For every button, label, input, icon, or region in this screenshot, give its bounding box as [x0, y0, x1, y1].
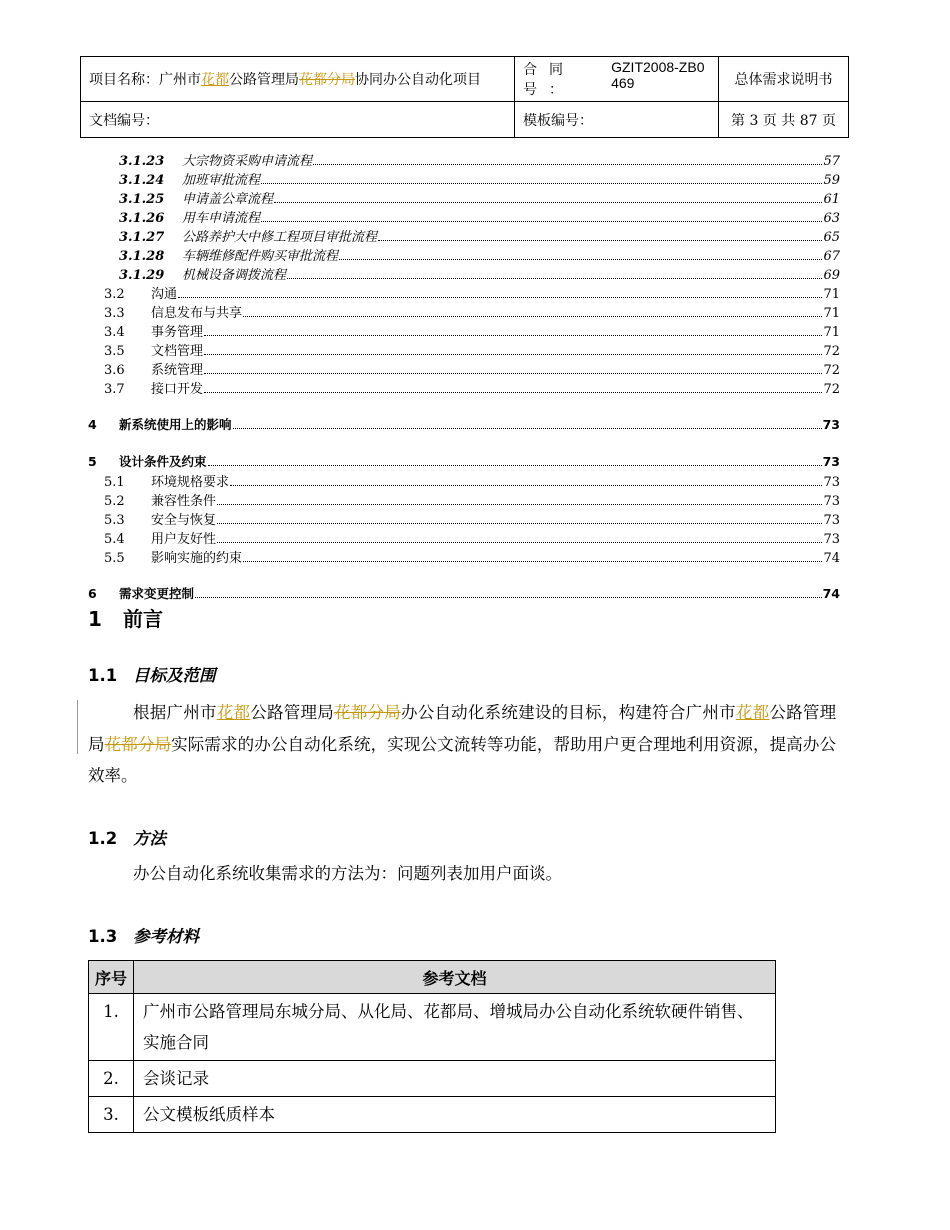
toc-entry[interactable]: [88, 264, 840, 283]
toc-entry-number: 3.1.25: [119, 192, 165, 207]
toc-spacer: [88, 434, 840, 452]
toc-entry[interactable]: [88, 378, 840, 397]
toc-entry-page: 61: [823, 192, 840, 207]
toc-entry-page: 67: [823, 249, 840, 264]
toc-entry[interactable]: [88, 188, 840, 207]
toc-entry-title: 事务管理: [151, 325, 204, 340]
toc-entry-page: 63: [823, 211, 840, 226]
toc-entry-title: 接口开发: [151, 382, 204, 397]
toc-entry-number: 3.3: [104, 306, 125, 321]
toc-entry-page: 69: [823, 268, 840, 283]
contract-number-cell: 合同号： GZIT2008-ZB0469: [515, 57, 719, 102]
toc-entry[interactable]: [88, 415, 840, 434]
table-row: [89, 1097, 776, 1133]
ref-document: 会谈记录: [134, 1061, 776, 1097]
toc-dot-leader: [204, 353, 822, 355]
page-info-cell: 第 3 页 共 87 页: [719, 102, 849, 138]
ref-document: 广州市公路管理局东城分局、从化局、花都局、增城局办公自动化系统软硬件销售、实施合同: [134, 994, 776, 1061]
revision-change-bar: [77, 700, 78, 754]
ref-index: 1.: [89, 994, 134, 1061]
toc-entry-number: 3.1.24: [119, 173, 165, 188]
toc-entry[interactable]: [88, 509, 840, 528]
toc-entry-number: 3.5: [104, 344, 125, 359]
toc-entry-number: 3.6: [104, 363, 125, 378]
toc-entry-number: 3.1.28: [119, 249, 165, 264]
toc-entry-title: 需求变更控制: [119, 586, 195, 601]
ref-header-document: 参考文档: [134, 961, 776, 994]
toc-entry-title: 大宗物资采购申请流程: [182, 154, 313, 169]
toc-entry-title: 环境规格要求: [151, 475, 230, 490]
toc-entry-title: 影响实施的约束: [151, 551, 243, 566]
toc-entry-page: 71: [823, 306, 840, 321]
toc-entry-number: 6: [88, 586, 97, 601]
toc-entry-number: 4: [88, 417, 97, 432]
table-of-contents: [88, 150, 840, 603]
toc-entry-title: 机械设备调拨流程: [182, 268, 287, 283]
toc-entry-number: 3.1.27: [119, 230, 165, 245]
toc-entry[interactable]: [88, 490, 840, 509]
document-number-cell: 文档编号：: [81, 102, 515, 138]
toc-dot-leader: [313, 163, 822, 165]
toc-entry-title: 新系统使用上的影响: [119, 417, 232, 432]
toc-entry-title: 信息发布与共享: [151, 306, 243, 321]
toc-entry-page: 57: [823, 154, 840, 169]
toc-entry-page: 71: [823, 325, 840, 340]
toc-entry-title: 沟通: [151, 287, 178, 302]
toc-entry-title: 兼容性条件: [151, 494, 217, 509]
toc-entry-number: 3.4: [104, 325, 125, 340]
section-heading-1-1: 1.1 目标及范围: [88, 666, 216, 685]
toc-entry[interactable]: [88, 245, 840, 264]
ref-index: 2.: [89, 1061, 134, 1097]
objective-paragraph: 根据广州市花都公路管理局花都分局办公自动化系统建设的目标，构建符合广州市花都公路管理局花都分局实际需求的办公自动化系统，实现公文流转等功能，帮助用户更合理地利用资源，提高办公效率。: [88, 703, 837, 785]
toc-dot-leader: [261, 182, 822, 184]
toc-entry-title: 文档管理: [151, 344, 204, 359]
toc-entry-page: 73: [823, 494, 840, 509]
toc-dot-leader: [204, 372, 822, 374]
toc-entry-page: 72: [823, 382, 840, 397]
ref-document: 公文模板纸质样本: [134, 1097, 776, 1133]
toc-dot-leader: [208, 464, 822, 466]
toc-entry-title: 公路养护大中修工程项目审批流程: [182, 230, 378, 245]
toc-entry-title: 设计条件及约束: [119, 454, 207, 469]
page-header-table: [80, 56, 849, 138]
toc-entry-page: 73: [823, 513, 840, 528]
toc-entry-number: 5: [88, 454, 97, 469]
toc-entry[interactable]: [88, 359, 840, 378]
toc-entry-page: 65: [823, 230, 840, 245]
toc-dot-leader: [178, 296, 822, 298]
toc-dot-leader: [195, 596, 822, 598]
toc-entry[interactable]: [88, 226, 840, 245]
table-row: [89, 994, 776, 1061]
toc-dot-leader: [274, 201, 822, 203]
section-heading-1-3: 1.3 参考材料: [88, 927, 199, 946]
toc-entry-title: 用户友好性: [151, 532, 217, 547]
toc-entry-page: 72: [823, 344, 840, 359]
toc-entry-page: 74: [823, 551, 840, 566]
ref-header-index: 序号: [89, 961, 134, 994]
toc-entry-page: 73: [823, 475, 840, 490]
toc-entry-number: 5.4: [104, 532, 125, 547]
ref-index: 3.: [89, 1097, 134, 1133]
toc-dot-leader: [378, 239, 822, 241]
method-paragraph: 办公自动化系统收集需求的方法为：问题列表加用户面谈。: [133, 864, 562, 883]
toc-entry[interactable]: [88, 169, 840, 188]
toc-entry-page: 73: [823, 532, 840, 547]
toc-entry-title: 加班审批流程: [182, 173, 261, 188]
toc-entry[interactable]: [88, 340, 840, 359]
table-row: [89, 1061, 776, 1097]
section-heading-1-2: 1.2 方法: [88, 829, 166, 848]
template-number-cell: 模板编号：: [515, 102, 719, 138]
toc-entry-number: 3.7: [104, 382, 125, 397]
toc-entry-number: 5.3: [104, 513, 125, 528]
toc-dot-leader: [230, 484, 822, 486]
toc-entry[interactable]: [88, 302, 840, 321]
toc-entry-page: 73: [822, 417, 840, 432]
toc-entry[interactable]: [88, 471, 840, 490]
toc-entry[interactable]: [88, 584, 840, 603]
toc-entry[interactable]: [88, 321, 840, 340]
toc-entry-number: 3.2: [104, 287, 125, 302]
toc-dot-leader: [217, 541, 822, 543]
document-type-cell: 总体需求说明书: [719, 57, 849, 102]
toc-spacer: [88, 566, 840, 584]
toc-entry[interactable]: [88, 452, 840, 471]
toc-spacer: [88, 397, 840, 415]
toc-entry-title: 车辆维修配件购买审批流程: [182, 249, 339, 264]
toc-entry-page: 71: [823, 287, 840, 302]
toc-entry-number: 5.5: [104, 551, 125, 566]
toc-dot-leader: [339, 258, 822, 260]
toc-dot-leader: [243, 560, 822, 562]
toc-entry-title: 系统管理: [151, 363, 204, 378]
toc-entry-number: 3.1.23: [119, 154, 165, 169]
toc-entry-number: 3.1.29: [119, 268, 165, 283]
toc-entry-page: 72: [823, 363, 840, 378]
toc-dot-leader: [243, 315, 822, 317]
toc-entry-page: 59: [823, 173, 840, 188]
toc-entry[interactable]: [88, 547, 840, 566]
toc-entry[interactable]: [88, 528, 840, 547]
toc-entry-number: 5.2: [104, 494, 125, 509]
toc-entry[interactable]: [88, 283, 840, 302]
toc-dot-leader: [204, 334, 822, 336]
toc-entry-title: 安全与恢复: [151, 513, 217, 528]
toc-dot-leader: [217, 522, 822, 524]
toc-entry[interactable]: [88, 150, 840, 169]
project-name-cell: 项目名称：广州市花都公路管理局花都分局协同办公自动化项目: [81, 57, 515, 102]
toc-entry-page: 74: [822, 586, 840, 601]
toc-entry-title: 用车申请流程: [182, 211, 261, 226]
toc-dot-leader: [233, 427, 822, 429]
section-heading-1: 1 前言: [88, 607, 163, 631]
toc-entry-page: 73: [822, 454, 840, 469]
reference-table: [88, 960, 776, 1133]
toc-dot-leader: [217, 503, 822, 505]
toc-dot-leader: [287, 277, 822, 279]
toc-dot-leader: [204, 391, 822, 393]
toc-dot-leader: [261, 220, 822, 222]
toc-entry[interactable]: [88, 207, 840, 226]
toc-entry-title: 申请盖公章流程: [182, 192, 274, 207]
toc-entry-number: 5.1: [104, 475, 125, 490]
toc-entry-number: 3.1.26: [119, 211, 165, 226]
